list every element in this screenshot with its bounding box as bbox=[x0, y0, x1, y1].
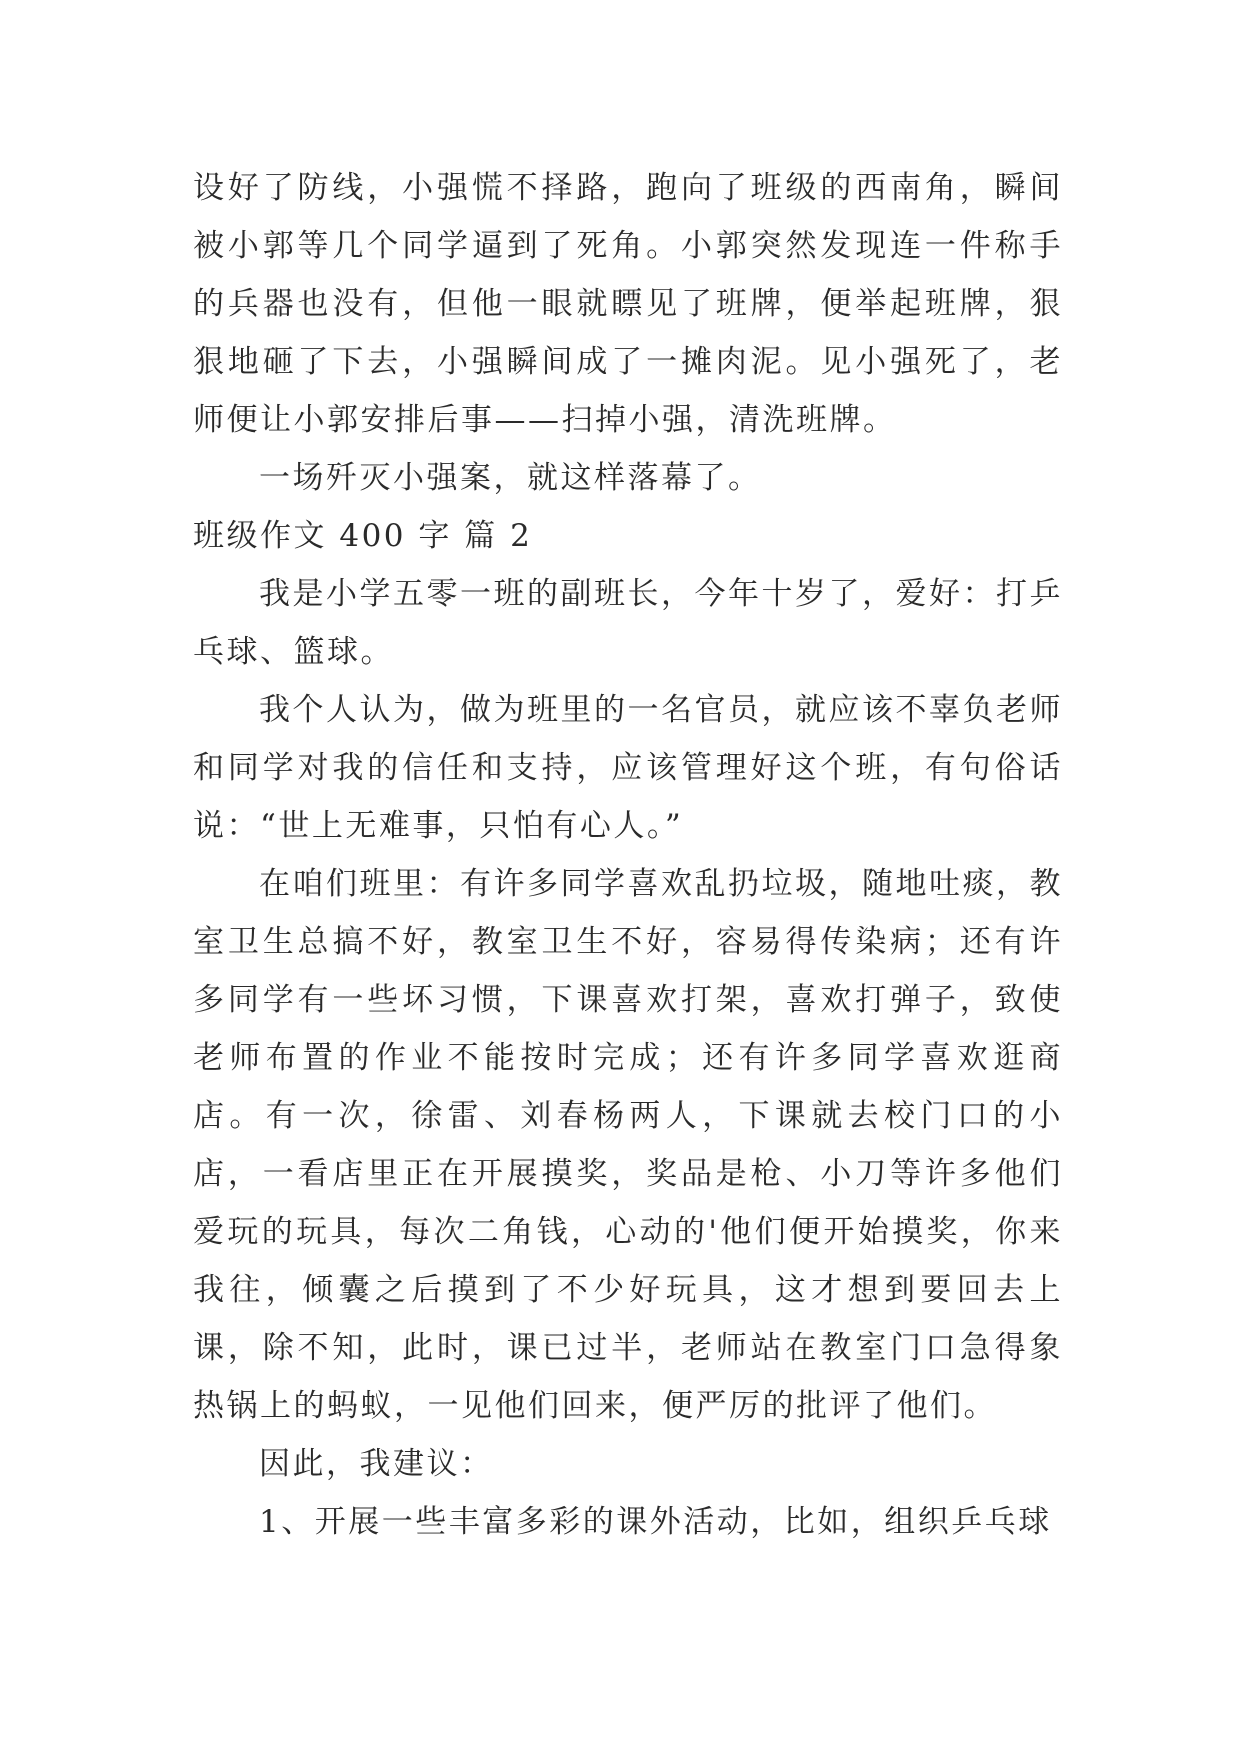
paragraph: 一场歼灭小强案，就这样落幕了。 bbox=[259, 460, 762, 496]
document-body bbox=[193, 159, 1063, 1551]
paragraph: 设好了防线，小强慌不择路，跑向了班级的西南角，瞬间被小郭等几个同学逼到了死角。小郭突然发现连一件称手的兵器也没有，但他一眼就瞟见了班牌，便举起班牌，狠狠地砸了下去，小强瞬间成了一摊肉泥。见小强死了，老师便让小郭安排后事——扫掉小强，清洗班牌。 bbox=[193, 170, 1063, 438]
paragraph: 在咱们班里：有许多同学喜欢乱扔垃圾，随地吐痰，教室卫生总搞不好，教室卫生不好，容易得传染病；还有许多同学有一些坏习惯，下课喜欢打架，喜欢打弹子，致使老师布置的作业不能按时完成；还有许多同学喜欢逛商店。有一次，徐雷、刘春杨两人，下课就去校门口的小店，一看店里正在开展摸奖，奖品是枪、小刀等许多他们爱玩的玩具，每次二角钱，心动的'他们便开始摸奖，你来我往，倾囊之后摸到了不少好玩具，这才想到要回去上课，除不知，此时，课已过半，老师站在教室门口急得象热锅上的蚂蚁，一见他们回来，便严厉的批评了他们。 bbox=[193, 866, 1063, 1424]
paragraph: 1、开展一些丰富多彩的课外活动，比如，组织乒乓球 bbox=[259, 1504, 1052, 1540]
paragraph: 我个人认为，做为班里的一名官员，就应该不辜负老师和同学对我的信任和支持，应该管理好这个班，有句俗话说：“世上无难事，只怕有心人。” bbox=[193, 692, 1063, 844]
section-heading: 班级作文 400 字 篇 2 bbox=[193, 518, 533, 554]
paragraph: 因此，我建议： bbox=[259, 1446, 494, 1482]
paragraph: 我是小学五零一班的副班长，今年十岁了，爱好：打乒乓球、篮球。 bbox=[193, 576, 1063, 670]
